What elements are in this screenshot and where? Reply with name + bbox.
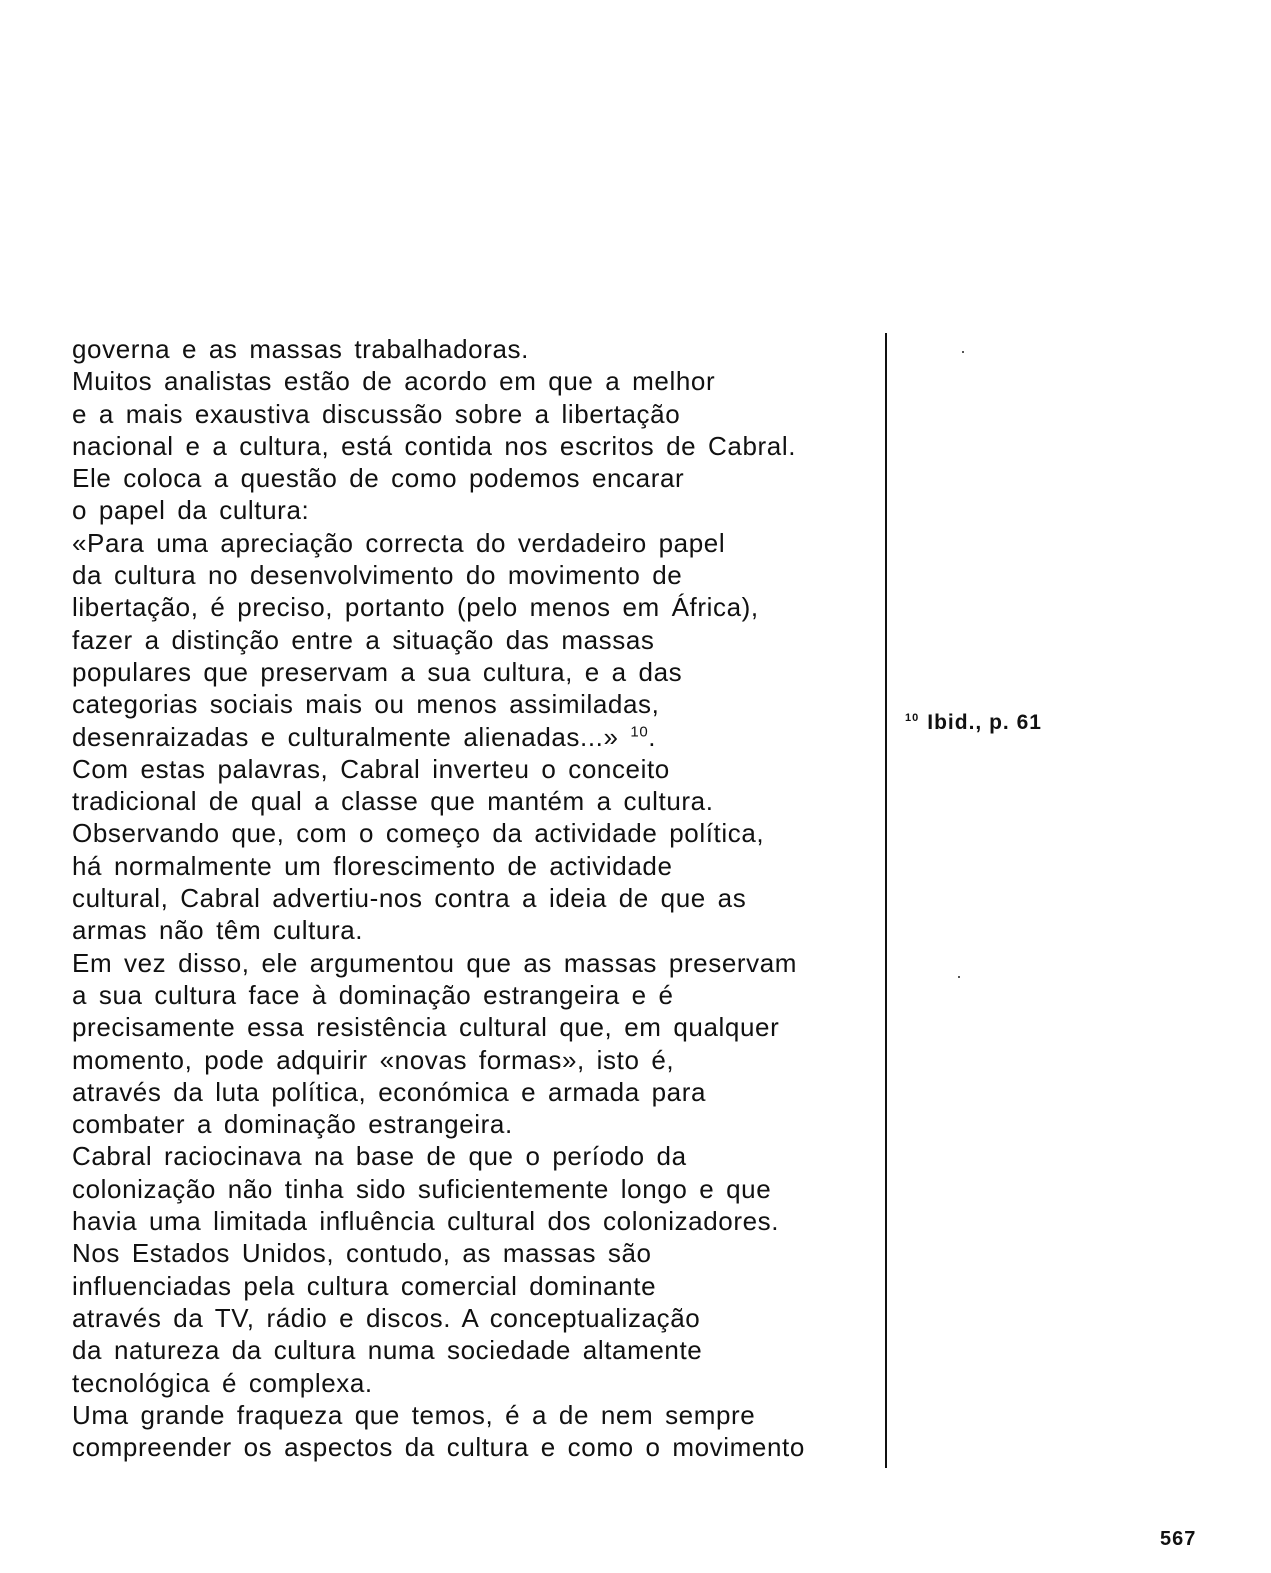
- text-line: precisamente essa resistência cultural que, em qualquer: [72, 1012, 780, 1043]
- quote-end-line: [72, 721, 882, 753]
- margin-footnote-text: Ibid., p. 61: [927, 711, 1042, 734]
- text-line: compreender os aspectos da cultura e como o movimento: [72, 1432, 805, 1463]
- text-line: Cabral raciocinava na base de que o período da: [72, 1141, 687, 1172]
- text-line: Nos Estados Unidos, contudo, as massas são: [72, 1238, 652, 1269]
- text-line: Muitos analistas estão de acordo em que a melhor: [72, 366, 716, 397]
- quote-line: populares que preservam a sua cultura, e a das: [72, 656, 683, 687]
- margin-footnote-number: 10: [905, 712, 920, 724]
- footnote-reference: 10: [630, 722, 649, 740]
- text-line: através da luta política, económica e armada para: [72, 1076, 707, 1107]
- text-line: há normalmente um florescimento de actividade: [72, 850, 673, 881]
- text-line: tradicional de qual a classe que mantém a cultura.: [72, 786, 714, 817]
- text-line: nacional e a cultura, está contida nos escritos de Cabral.: [72, 430, 797, 461]
- text-line: a sua cultura face à dominação estrangeira e é: [72, 979, 674, 1010]
- quote-line: da cultura no desenvolvimento do movimento de: [72, 560, 683, 591]
- scan-speck: [958, 976, 960, 978]
- text-line: governa e as massas trabalhadoras.: [72, 334, 529, 364]
- text-line: Em vez disso, ele argumentou que as massas preservam: [72, 947, 798, 978]
- quote-line: categorias sociais mais ou menos assimiladas,: [72, 689, 660, 720]
- text-line: Com estas palavras, Cabral inverteu o conceito: [72, 753, 670, 784]
- quote-line: «Para uma apreciação correcta do verdadeiro papel: [72, 527, 726, 558]
- main-text-column: [72, 333, 882, 1463]
- text-line: influenciadas pela cultura comercial dominante: [72, 1270, 657, 1301]
- column-divider-rule: [885, 333, 887, 1468]
- quote-end-text: desenraizadas e culturalmente alienadas...»: [72, 721, 619, 752]
- text-line: Observando que, com o começo da actividade política,: [72, 818, 765, 849]
- text-line: combater a dominação estrangeira.: [72, 1109, 513, 1140]
- scan-speck: [962, 351, 964, 353]
- text-line: e a mais exaustiva discussão sobre a libertação: [72, 398, 681, 429]
- margin-footnote: [905, 711, 1042, 735]
- text-line: o papel da cultura:: [72, 495, 310, 526]
- text-line: através da TV, rádio e discos. A conceptualização: [72, 1302, 701, 1333]
- text-line: armas não têm cultura.: [72, 915, 364, 946]
- text-line: havia uma limitada influência cultural dos colonizadores.: [72, 1206, 780, 1237]
- quote-line: fazer a distinção entre a situação das massas: [72, 624, 655, 655]
- text-line: da natureza da cultura numa sociedade altamente: [72, 1335, 703, 1366]
- text-line: momento, pode adquirir «novas formas», isto é,: [72, 1044, 675, 1075]
- quote-line: libertação, é preciso, portanto (pelo menos em África),: [72, 592, 759, 623]
- text-line: tecnológica é complexa.: [72, 1367, 373, 1398]
- text-line: Uma grande fraqueza que temos, é a de nem sempre: [72, 1399, 756, 1430]
- text-line: cultural, Cabral advertiu-nos contra a ideia de que as: [72, 883, 747, 914]
- text-line: colonização não tinha sido suficientemente longo e que: [72, 1173, 772, 1204]
- footnote-reference-suffix: .: [648, 721, 657, 752]
- text-line: Ele coloca a questão de como podemos encarar: [72, 463, 685, 494]
- page-number: 567: [1160, 1528, 1197, 1550]
